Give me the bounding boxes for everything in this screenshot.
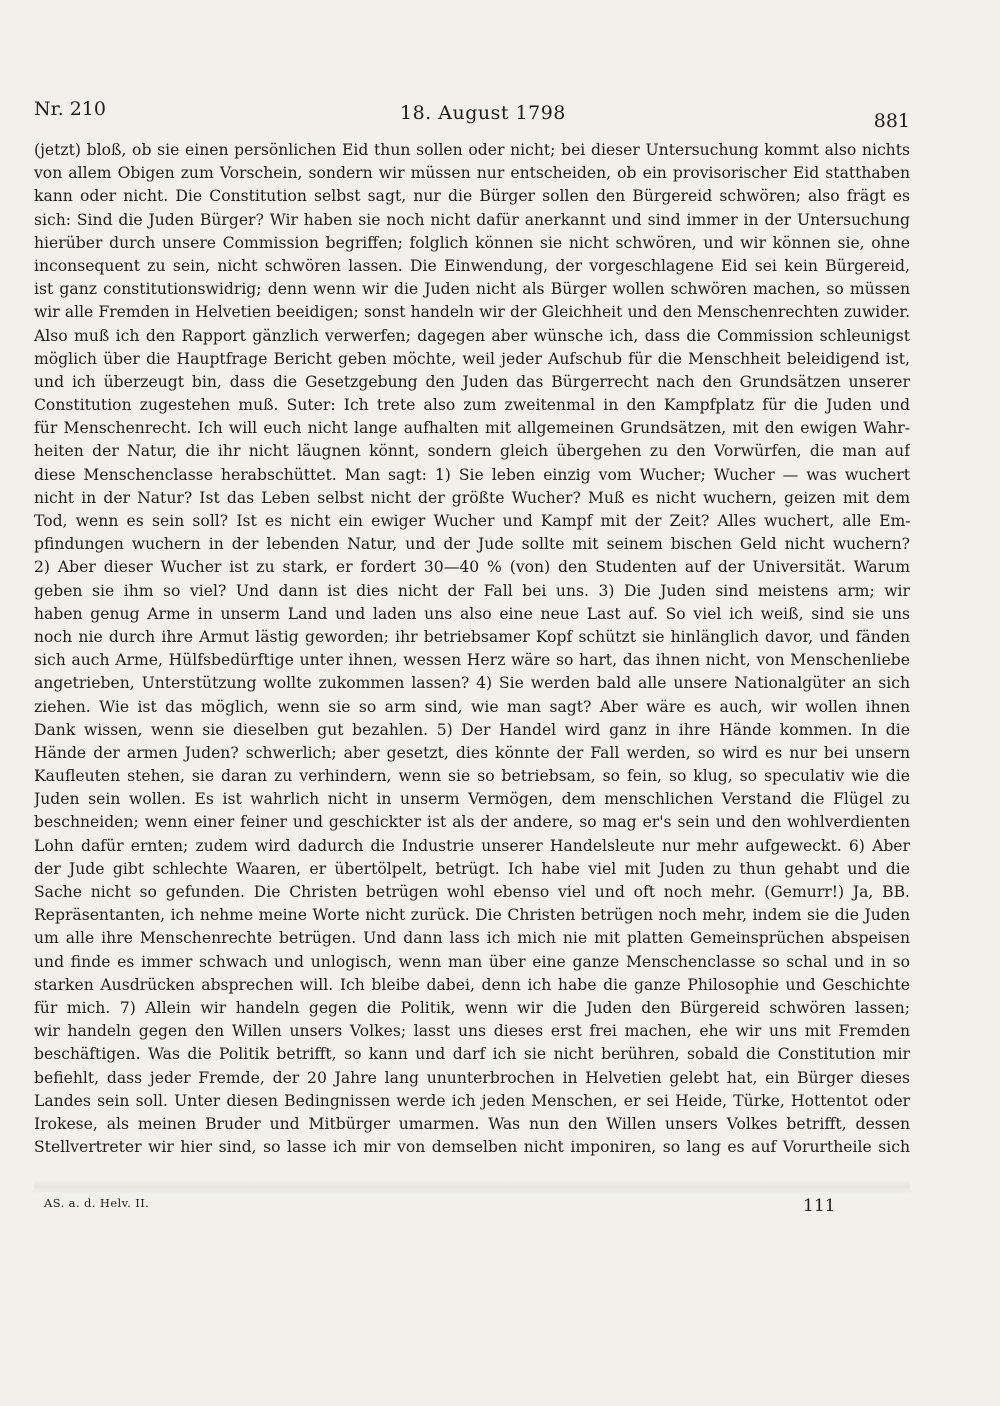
text-line: wir alle Fremden in Helvetien beeidigen; sonst handeln wir der Gleichheit und den Menschenrechten zuwider. [34, 303, 910, 322]
text-line: befiehlt, dass jeder Fremde, der 20 Jahre lang ununterbrochen in Helvetien gelebt hat, ein Bürger dieses [34, 1068, 910, 1087]
text-line: sich auch Arme, Hülfsbedürftige unter ihnen, wessen Herz wäre so hart, das ihnen nicht, von Menschenliebe [34, 651, 910, 670]
bleed-through-line [34, 1180, 910, 1194]
text-line: um alle ihre Menschenrechte betrügen. Und dann lass ich mich nie mit platten Gemeinsprüchen abspeisen [34, 929, 910, 948]
text-line: Constitution zugestehen muß. Suter: Ich trete also zum zweitenmal in den Kampfplatz für die Juden und [34, 396, 910, 415]
text-line: für mich. 7) Allein wir handeln gegen die Politik, wenn wir die Juden den Bürgereid schwören lassen; [34, 998, 910, 1017]
text-line: nicht in der Natur? Ist das Leben selbst nicht der größte Wucher? Muß es nicht wuchern, geizen mit dem [34, 488, 910, 507]
text-line: (jetzt) bloß, ob sie einen persönlichen Eid thun sollen oder nicht; bei dieser Untersuchung kommt also nichts [34, 141, 910, 159]
text-line: beschäftigen. Was die Politik betrifft, so kann und darf ich sie nicht berühren, sobald die Constitution mir [34, 1045, 910, 1064]
document-date: 18. August 1798 [400, 102, 566, 124]
text-line: heiten der Natur, die ihr nicht läugnen könnt, sondern gleich übergehen zu den Vorwürfen, die man auf [34, 442, 910, 461]
text-line: hierüber durch unsere Commission begriffen; folglich können sie nicht schwören, und wir können sie, ohne [34, 233, 910, 252]
text-line: für Menschenrecht. Ich will euch nicht lange aufhalten mit allgemeinen Grundsätzen, mit den ewigen Wahr- [34, 419, 910, 438]
text-line: Also muß ich den Rapport gänzlich verwerfen; dagegen aber wünsche ich, dass die Commission schleunigst [34, 326, 910, 345]
text-line: diese Menschenclasse herabschüttet. Man sagt: 1) Sie leben einzig vom Wucher; Wucher — was wuchert [34, 465, 910, 484]
text-line: Kaufleuten stehen, sie daran zu verhindern, wenn sie so betriebsam, so fein, so klug, so speculativ wie die [34, 767, 910, 786]
text-line: wir handeln gegen den Willen unsers Volkes; lasst uns dieses erst frei machen, ehe wir uns mit Fremden [34, 1022, 910, 1041]
text-line: von allem Obigen zum Vorschein, sondern wir müssen nur entscheiden, ob ein provisorischer Eid statthaben [34, 164, 910, 183]
text-line: ziehen. Wie ist das möglich, wenn sie so arm sind, wie man sagt? Aber wäre es auch, wir wollen ihnen [34, 697, 910, 716]
text-line: geben sie ihm so viel? Und dann ist dies nicht der Fall bei uns. 3) Die Juden sind meistens arm; wir [34, 581, 910, 600]
text-line: 2) Aber dieser Wucher ist zu stark, er fordert 30—40 % (von) den Studenten auf der Universität. Warum [34, 558, 910, 577]
text-line: haben genug Arme in unserm Land und laden uns also eine neue Last auf. So viel ich weiß, sind sie uns [34, 604, 910, 623]
text-line: angetrieben, Unterstützung wollte zukommen lassen? 4) Sie werden bald alle unsere Nationalgüter an sich [34, 674, 910, 693]
text-line: Lohn dafür ernten; zudem wird dadurch die Industrie unserer Handelsleute nur mehr aufgeweckt. 6) Aber [34, 836, 910, 855]
text-line: Repräsentanten, ich nehme meine Worte nicht zurück. Die Christen betrügen noch mehr, indem sie die Juden [34, 906, 910, 925]
text-line: Stellvertreter wir hier sind, so lasse ich mir von demselben nicht imponiren, so lang es auf Vorurtheile sich [34, 1138, 910, 1157]
text-line: und ich überzeugt bin, dass die Gesetzgebung den Juden das Bürgerrecht nach den Grundsätzen unserer [34, 372, 910, 391]
text-line: Irokese, als meinen Bruder und Mitbürger umarmen. Was nun den Willen unsers Volkes betrifft, dessen [34, 1114, 910, 1133]
text-line: Sache nicht so gefunden. Die Christen betrügen wohl ebenso viel und oft noch mehr. (Gemurr!) Ja, BB. [34, 883, 910, 901]
text-line: Tod, wenn es sein soll? Ist es nicht ein ewiger Wucher und Kampf mit der Zeit? Alles wuchert, alle Em- [34, 512, 910, 530]
text-line: beschneiden; wenn einer feiner und geschickter ist als der andere, so mag er's sein und den wohlverdienten [34, 813, 910, 832]
text-line: Juden sein wollen. Es ist wahrlich nicht in unserm Vermögen, dem menschlichen Verstand die Flügel zu [34, 790, 910, 809]
text-line: sich: Sind die Juden Bürger? Wir haben sie noch nicht dafür anerkannt und sind immer in der Untersuchung [34, 210, 910, 229]
text-line: möglich über die Hauptfrage Bericht geben möchte, weil jeder Aufschub für die Menschheit beleidigend ist, [34, 349, 910, 368]
document-number: Nr. 210 [34, 98, 106, 120]
text-line: kann oder nicht. Die Constitution selbst sagt, nur die Bürger sollen den Bürgereid schwören; also frägt es [34, 187, 910, 206]
text-line: noch nie durch ihre Armut lästig geworden; ihr betriebsamer Kopf schützt sie hinlänglich davor, und fänden [34, 627, 910, 646]
text-line: Hände der armen Juden? schwerlich; aber gesetzt, dies könnte der Fall werden, so wird es nur bei unsern [34, 743, 910, 762]
footer-signature: AS. a. d. Helv. II. [44, 1196, 150, 1210]
page-number: 881 [873, 110, 910, 132]
text-line: und finde es immer schwach und unlogisch, wenn man über eine ganze Menschenclasse so schal und in so [34, 952, 910, 971]
body-text [34, 139, 910, 1159]
text-line: starken Ausdrücken absprechen will. Ich bleibe dabei, denn ich habe die ganze Philosophie und Geschichte [34, 975, 910, 994]
text-line: pfindungen wuchern in der lebenden Natur, und der Jude sollte mit seinem bischen Geld nicht wuchern? [34, 535, 910, 554]
text-line: ist ganz constitutionswidrig; denn wenn wir die Juden nicht als Bürger wollen schwören machen, so müssen [34, 280, 910, 299]
page-header [34, 98, 910, 132]
text-line: inconsequent zu sein, nicht schwören lassen. Die Einwendung, der vorgeschlagene Eid sei kein Bürgereid, [34, 256, 910, 275]
footer-sheet-number: 111 [803, 1196, 836, 1216]
text-line: Dank wissen, wenn sie dieselben gut bezahlen. 5) Der Handel wird ganz in ihre Hände kommen. In die [34, 720, 910, 739]
text-line: Landes sein soll. Unter diesen Bedingnissen werde ich jeden Menschen, er sei Heide, Türke, Hottentot oder [34, 1091, 910, 1110]
text-line: der Jude gibt schlechte Waaren, er übertölpelt, betrügt. Ich habe viel mit Juden zu thun gehabt und die [34, 859, 910, 878]
